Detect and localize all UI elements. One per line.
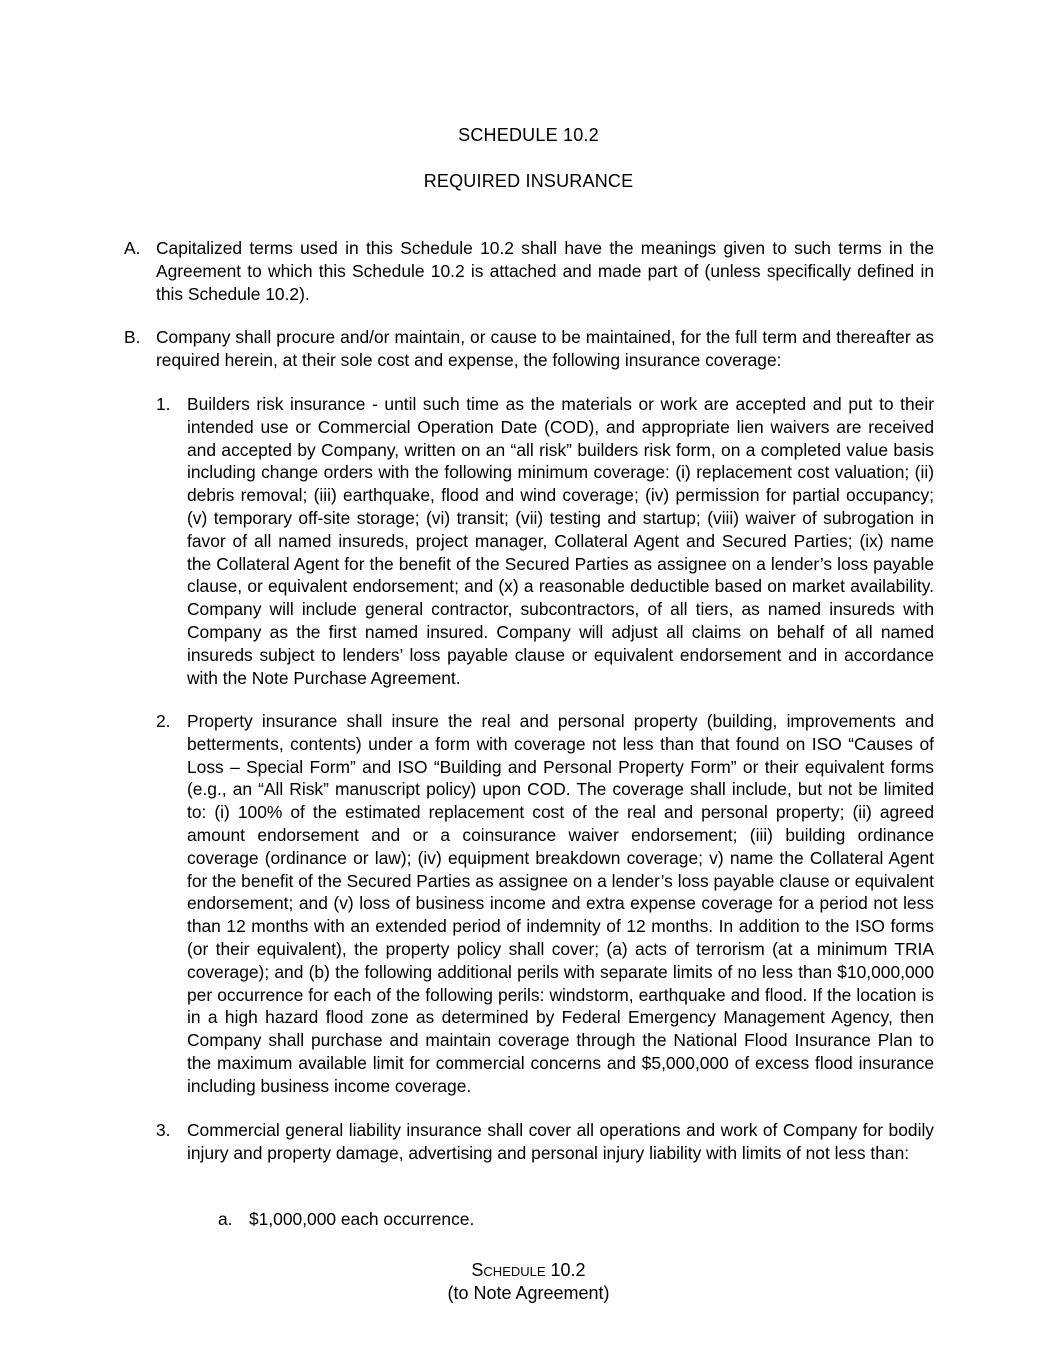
footer-schedule-label: Schedule 10.2 <box>471 1260 586 1280</box>
section-b-text: Company shall procure and/or maintain, or cause to be maintained, for the full term and thereafter as required herein, at their sole cost and expense, the following insurance coverage: <box>156 327 934 370</box>
section-marker-a: A. <box>124 238 141 258</box>
item-2-property-insurance-text: Property insurance shall insure the real and personal property (building, improvements and betterments, contents) under a form with coverage not less than that found on ISO “Causes of Loss – Special Form” and ISO “Building and Personal Property Form” or their equivalent forms (e.g., an “All Risk” manuscript policy) upon COD. The coverage shall include, but not be limited to: (i) 100% of the estimated replacement cost of the real and personal property; (ii) agreed amount endorsement and or a coinsurance waiver endorsement; (iii) building ordinance coverage (ordinance or law); (iv) equipment breakdown coverage; v) name the Collateral Agent for the benefit of the Secured Parties as assignee on a lender’s loss payable clause or equivalent endorsement; and (v) loss of business income and extra expense coverage for a period not less than 12 months with an extended period of indemnity of 12 months. In addition to the ISO forms (or their equivalent), the property policy shall cover; (a) acts of terrorism (at a minimum TRIA coverage); and (b) the following additional perils with separate limits of no less than $10,000,000 per occurrence for each of the following perils: windstorm, earthquake and flood. If the location is in a high hazard flood zone as determined by Federal Emergency Management Agency, then Company shall purchase and maintain coverage through the National Flood Insurance Plan to the maximum available limit for commercial concerns and $5,000,000 of excess flood insurance including business income coverage. <box>187 711 934 1096</box>
footer-note-agreement: (to Note Agreement) <box>447 1283 610 1303</box>
item-1-builders-risk-text: Builders risk insurance - until such time as the materials or work are accepted and put to their intended use or Commercial Operation Date (COD), and appropriate lien waivers are received and accepted by Company, written on an “all risk” builders risk form, on a completed value basis including change orders with the following minimum coverage: (i) replacement cost valuation; (ii) debris removal; (iii) earthquake, flood and wind coverage; (iv) permission for partial occupancy; (v) temporary off-site storage; (vi) transit; (vii) testing and startup; (viii) waiver of subrogation in favor of all named insureds, project manager, Collateral Agent and Secured Parties; (ix) name the Collateral Agent for the benefit of the Secured Parties as assignee on a lender’s loss payable clause, or equivalent endorsement; and (x) a reasonable deductible based on market availability. Company will include general contractor, subcontractors, of all tiers, as named insureds with Company as the first named insured. Company will adjust all claims on behalf of all named insureds subject to lenders’ loss payable clause or equivalent endorsement and in accordance with the Note Purchase Agreement. <box>187 394 934 688</box>
section-marker-b: B. <box>124 327 141 347</box>
subitem-marker-a: a. <box>218 1209 233 1229</box>
item-marker-2: 2. <box>156 711 171 731</box>
section-a-text: Capitalized terms used in this Schedule 10.2 shall have the meanings given to such terms in the Agreement to which this Schedule 10.2 is attached and made part of (unless specifically defined in this Schedule 10.2). <box>156 238 934 304</box>
item-marker-1: 1. <box>156 394 171 414</box>
schedule-title: SCHEDULE 10.2 <box>458 125 599 145</box>
subitem-a-text: $1,000,000 each occurrence. <box>249 1209 475 1229</box>
schedule-subtitle: REQUIRED INSURANCE <box>423 171 634 191</box>
item-3-general-liability-text: Commercial general liability insurance shall cover all operations and work of Company for bodily injury and property damage, advertising and personal injury liability with limits of not less than: <box>187 1120 934 1163</box>
item-marker-3: 3. <box>156 1120 171 1140</box>
